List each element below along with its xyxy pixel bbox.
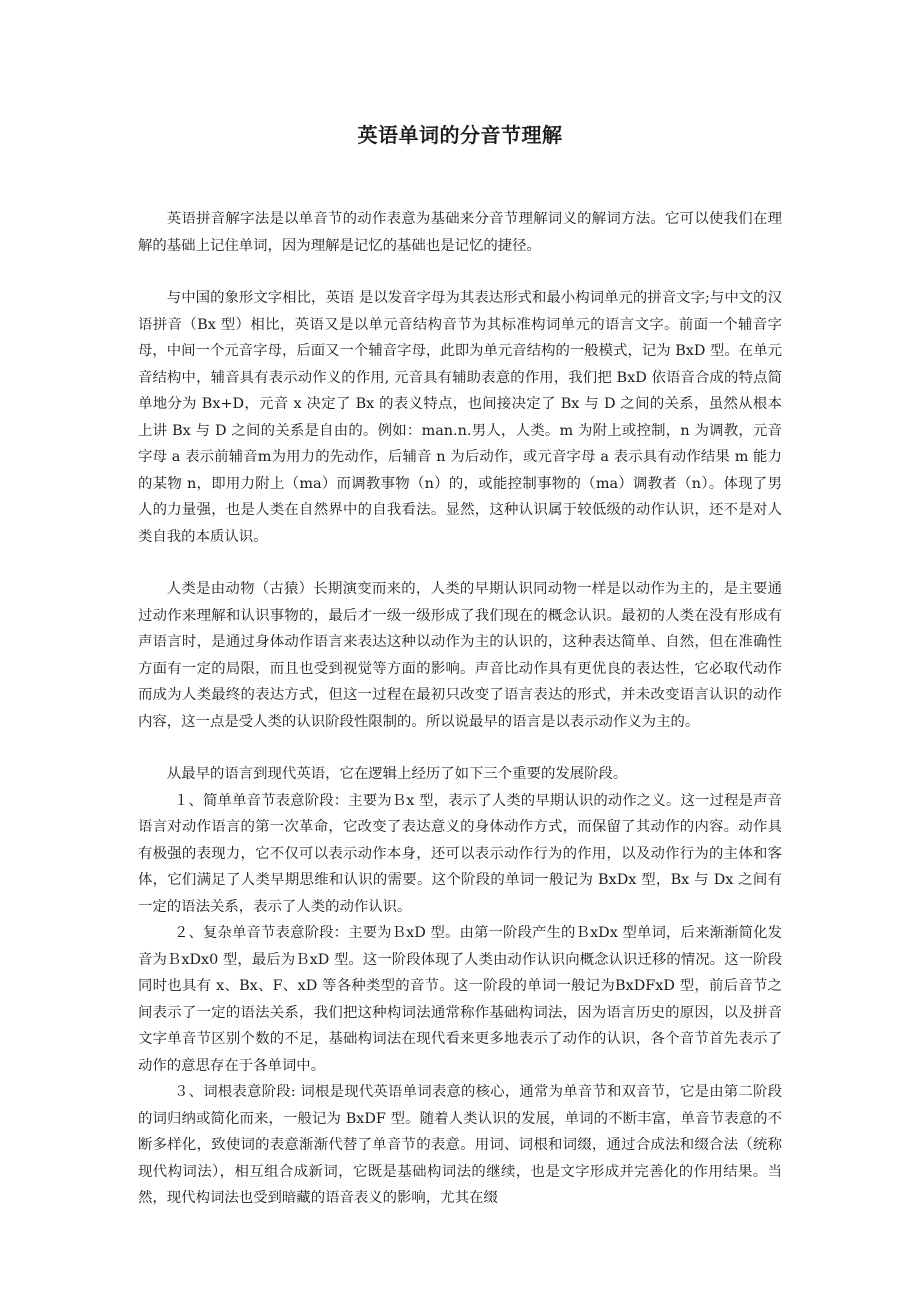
paragraph-stages-intro: 从最早的语言到现代英语，它在逻辑上经历了如下三个重要的发展阶段。 xyxy=(166,766,628,782)
paragraph-intro: 英语拼音解字法是以单音节的动作表意为基础来分音节理解词义的解词方法。它可以使我们在理解的基础上记住单词，因为理解是记忆的基础也是记忆的捷径。 xyxy=(138,211,782,254)
stage-item-2: ２、复杂单音节表意阶段：主要为ＢxD 型。由第一阶段产生的ＢxDx 型单词，后来渐渐简化发音为ＢxDx0 型，最后为ＢxD 型。这一阶段体现了人类由动作认识向概念认识迁移的情况。这一阶段同时也具有 x、Bx、F、xD 等各种类型的音节。这一阶段的单词一般记为BxDFxD 型，前后音节之间表示了一定的语法关系，我们把这种构词法通常称作基础构词法，因为语言历史的原因，以及拼音文字单音节区别个数的不足，基础构词法在现代看来更多地表示了动作的认识，各个音节首先表示了动作的意思存在于各单词中。 xyxy=(138,925,782,1074)
paragraph-gap xyxy=(138,259,782,285)
paragraph-comparison: 与中国的象形文字相比，英语 是以发音字母为其表达形式和最小构词单元的拼音文字;与中文的汉语拼音（Bx 型）相比，英语又是以单元音结构音节为其标准构词单元的语言文字。前面一个辅音字母，中间一个元音字母，后面又一个辅音字母，此即为单元音结构的一般模式，记为 BxD 型。在单元音结构中，辅音具有表示动作义的作用, 元音具有辅助表意的作用，我们把 BxD 依语音合成的特点简单地分为 Bx+D，元音 x 决定了 Bx 的表义特点，也间接决定了 Bx 与 D 之间的关系，虽然从根本上讲 Bx 与 D 之间的关系是自由的。例如：man.n.男人，人类。m 为附上或控制，n 为调教，元音字母 a 表示前辅音m为用力的先动作，后辅音 n 为后动作，或元音字母 a 表示具有动作结果 m 能力的某物 n，即用力附上（ma）而调教事物（n）的，或能控制事物的（ma）调教者（n）。体现了男人的力量强，也是人类在自然界中的自我看法。显然，这种认识属于较低级的动作认识，还不是对人类自我的本质认识。 xyxy=(138,290,782,545)
document-page xyxy=(138,118,782,1212)
stage-item-3: ３、词根表意阶段: 词根是现代英语单词表意的核心，通常为单音节和双音节，它是由第二阶段的词归纳或简化而来，一般记为 BxDF 型。随着人类认识的发展，单词的不断丰富，单音节表意的不断多样化，致使词的表意渐渐代替了单音节的表意。用词、词根和词缀，通过合成法和缀合法（统称现代构词法），相互组合成新词，它既是基础构词法的继续，也是文字形成并完善化的作用结果。当然，现代构词法也受到暗藏的语音表义的影响，尤其在缀 xyxy=(138,1084,782,1206)
stage-item-1: １、简单单音节表意阶段：主要为Ｂx 型，表示了人类的早期认识的动作之义。这一过程是声音语言对动作语言的第一次革命，它改变了表达意义的身体动作方式，而保留了其动作的内容。动作具有极强的表现力，它不仅可以表示动作本身，还可以表示动作行为的作用，以及动作行为的主体和客体，它们满足了人类早期思维和认识的需要。这个阶段的单词一般记为 BxDx 型，Bx 与 Dx 之间有一定的语法关系，表示了人类的动作认识。 xyxy=(138,792,782,915)
paragraph-evolution: 人类是由动物（古猿）长期演变而来的，人类的早期认识同动物一样是以动作为主的，是主要通过动作来理解和认识事物的，最后才一级一级形成了我们现在的概念认识。最初的人类在没有形成有声语言时，是通过身体动作语言来表达这种以动作为主的认识的，这种表达简单、自然，但在准确性方面有一定的局限，而且也受到视觉等方面的影响。声音比动作具有更优良的表达性，它必取代动作而成为人类最终的表达方式，但这一过程在最初只改变了语言表达的形式，并未改变语言认识的动作内容，这一点是受人类的认识阶段性限制的。所以说最早的语言是以表示动作义为主的。 xyxy=(138,581,782,730)
paragraph-gap xyxy=(138,735,782,761)
paragraph-gap xyxy=(138,550,782,576)
page-title: 英语单词的分音节理解 xyxy=(357,123,563,147)
